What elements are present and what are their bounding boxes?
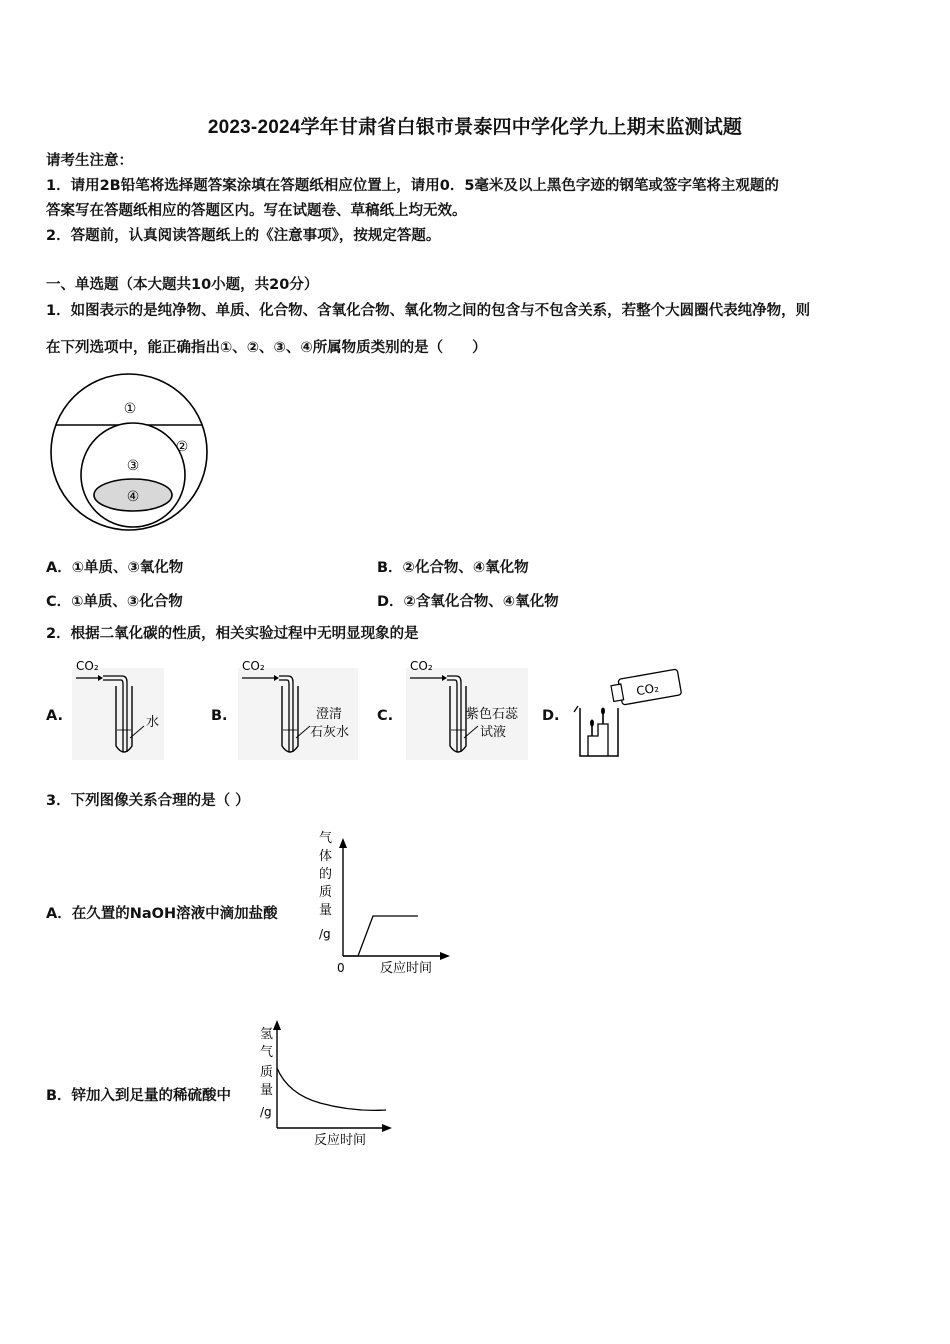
co2-label-b: CO₂ [242,659,265,673]
notice-line-1: 1．请用2B铅笔将选择题答案涂填在答题纸相应位置上，请用0．5毫米及以上黑色字迹的钢笔或签字笔将主观题的 [46,178,779,194]
graph-a-xlabel: 反应时间 [380,961,433,976]
co2-label-a: CO₂ [76,659,99,673]
q3-option-a-text: A．在久置的NaOH溶液中滴加盐酸 [46,906,278,922]
tube-b-label-1: 澄清 [316,707,343,722]
graph-a-ylabel-5: 量 [319,903,333,918]
tube-b-label-2: 石灰水 [310,725,350,740]
graph-a-ylabel-4: 质 [319,885,333,900]
q2-tube-b [238,656,368,761]
graph-b-ylabel-2: 气 [260,1045,274,1060]
tube-a-label: 水 [146,715,160,730]
graph-a-origin: 0 [337,961,345,975]
co2-label-c: CO₂ [410,659,433,673]
tube-c-label-2: 试液 [480,725,507,740]
graph-b-ylabel-4: 量 [260,1083,274,1098]
q2-beaker-d [570,668,690,763]
venn-label-3: ③ [126,458,140,474]
graph-a-ylabel-6: /g [319,927,331,941]
q2-stem: 2．根据二氧化碳的性质，相关实验过程中无明显现象的是 [46,626,419,642]
graph-a-ylabel-1: 气 [319,831,333,846]
venn-label-1: ① [123,401,137,417]
q3-option-b-text: B．锌加入到足量的稀硫酸中 [46,1088,232,1104]
graph-a-ylabel-2: 体 [319,849,333,864]
q1-option-c: C．①单质、③化合物 [46,594,183,610]
q1-stem-line-1: 1．如图表示的是纯净物、单质、化合物、含氧化合物、氧化物之间的包含与不包含关系，若整个大圆圈代表纯净物，则 [46,303,811,319]
notice-heading: 请考生注意： [46,153,133,169]
q2-letter-a: A. [46,708,63,724]
graph-b-ylabel-3: 质 [260,1065,274,1080]
q1-option-b: B．②化合物、④氧化物 [377,560,529,576]
q3-graph-b [258,1014,398,1149]
graph-b-ylabel-5: /g [260,1105,272,1119]
page-title: 2023-2024学年甘肃省白银市景泰四中学化学九上期末监测试题 [207,117,743,138]
q3-graph-a [314,826,454,976]
q3-stem: 3．下列图像关系合理的是（ ） [46,793,250,809]
q1-option-d: D．②含氧化合物、④氧化物 [377,594,559,610]
notice-line-1b: 答案写在答题纸相应的答题区内。写在试题卷、草稿纸上均无效。 [46,203,467,219]
venn-label-4: ④ [126,489,140,505]
q2-letter-d: D. [542,708,560,724]
q1-option-a: A．①单质、③氧化物 [46,560,184,576]
q1-stem-line-2: 在下列选项中，能正确指出①、②、③、④所属物质类别的是（ ） [46,340,487,356]
section-heading: 一、单选题（本大题共10小题，共20分） [46,277,319,293]
q2-letter-c: C. [377,708,394,724]
q2-tube-a [72,656,172,761]
notice-line-2: 2．答题前，认真阅读答题纸上的《注意事项》，按规定答题。 [46,228,441,244]
tube-c-label-1: 紫色石蕊 [466,707,519,722]
q1-venn-diagram [46,374,216,534]
graph-b-ylabel-1: 氢 [260,1027,274,1042]
q2-letter-b: B. [211,708,228,724]
graph-a-ylabel-3: 的 [319,867,333,882]
graph-b-xlabel: 反应时间 [314,1133,367,1148]
co2-bottle-label: CO₂ [635,680,660,699]
venn-label-2: ② [175,439,189,455]
q2-tube-c [406,656,536,761]
